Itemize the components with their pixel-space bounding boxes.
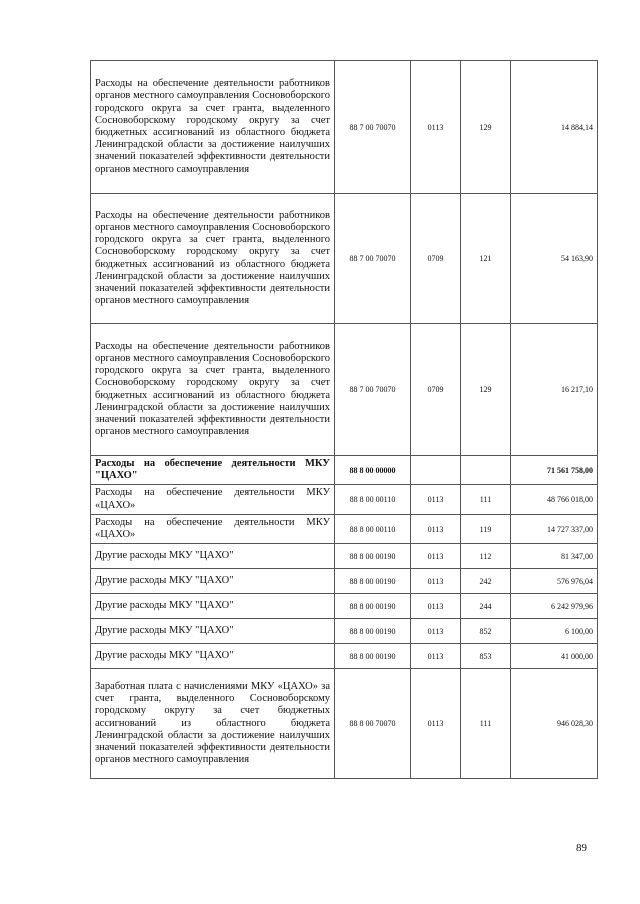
row-section-code: 0113 [411,644,461,669]
table-row [91,61,598,194]
row-description: Другие расходы МКУ "ЦАХО" [91,644,335,669]
row-amount: 946 028,30 [511,669,598,779]
row-expense-type: 119 [461,514,511,543]
row-expense-type: 242 [461,569,511,594]
row-expense-type: 853 [461,644,511,669]
row-amount: 576 976,04 [511,569,598,594]
row-description: Другие расходы МКУ "ЦАХО" [91,569,335,594]
row-description: Заработная плата с начислениями МКУ «ЦАХО» за счет гранта, выделенного Сосновоборскому городскому округу за счет бюджетных ассигнований из областного бюджета Ленинградской области за достижение наилучших значений показателей эффективности деятельности органов местного самоуправления [91,669,335,779]
row-section-code: 0113 [411,485,461,514]
row-target-code: 88 8 00 00110 [335,485,411,514]
table-row-subtotal [91,456,598,485]
row-section-code: 0113 [411,594,461,619]
row-target-code: 88 8 00 00190 [335,569,411,594]
row-expense-type: 111 [461,485,511,514]
row-description: Расходы на обеспечение деятельности МКУ «ЦАХО» [91,514,335,543]
row-section-code: 0113 [411,544,461,569]
row-description: Другие расходы МКУ "ЦАХО" [91,619,335,644]
row-amount: 16 217,10 [511,324,598,456]
row-section-code [411,456,461,485]
row-amount: 14 884,14 [511,61,598,194]
row-amount: 41 000,00 [511,644,598,669]
row-description: Другие расходы МКУ "ЦАХО" [91,544,335,569]
row-expense-type: 129 [461,61,511,194]
row-expense-type: 852 [461,619,511,644]
table-row [91,644,598,669]
table-row [91,324,598,456]
row-amount: 6 100,00 [511,619,598,644]
table-row [91,569,598,594]
table-row [91,594,598,619]
row-description: Расходы на обеспечение деятельности работников органов местного самоуправления Сосновоборского городского округа за счет гранта, выделенного Сосновоборскому городскому округу за счет бюджетных ассигнований из областного бюджета Ленинградской области за достижение наилучших значений показателей эффективности деятельности органов местного самоуправления [91,324,335,456]
table-row [91,669,598,779]
row-section-code: 0113 [411,669,461,779]
row-expense-type: 111 [461,669,511,779]
row-target-code: 88 7 00 70070 [335,324,411,456]
row-expense-type: 129 [461,324,511,456]
table-row [91,485,598,514]
row-description: Другие расходы МКУ "ЦАХО" [91,594,335,619]
row-amount: 54 163,90 [511,194,598,324]
page-number: 89 [576,842,587,854]
row-amount: 81 347,00 [511,544,598,569]
table-row [91,514,598,543]
row-section-code: 0709 [411,324,461,456]
row-target-code: 88 8 00 00190 [335,544,411,569]
row-section-code: 0113 [411,61,461,194]
row-target-code: 88 7 00 70070 [335,194,411,324]
row-amount: 71 561 758,00 [511,456,598,485]
row-description: Расходы на обеспечение деятельности работников органов местного самоуправления Сосновоборского городского округа за счет гранта, выделенного Сосновоборскому городскому округу за счет бюджетных ассигнований из областного бюджета Ленинградской области за достижение наилучших значений показателей эффективности деятельности органов местного самоуправления [91,61,335,194]
row-description: Расходы на обеспечение деятельности МКУ "ЦАХО" [91,456,335,485]
row-target-code: 88 8 00 70070 [335,669,411,779]
row-section-code: 0709 [411,194,461,324]
table-row [91,544,598,569]
row-target-code: 88 8 00 00190 [335,619,411,644]
row-target-code: 88 8 00 00000 [335,456,411,485]
budget-table [90,60,598,779]
row-expense-type [461,456,511,485]
row-description: Расходы на обеспечение деятельности работников органов местного самоуправления Сосновоборского городского округа за счет гранта, выделенного Сосновоборскому городскому округу за счет бюджетных ассигнований из областного бюджета Ленинградской области за достижение наилучших значений показателей эффективности деятельности органов местного самоуправления [91,194,335,324]
row-section-code: 0113 [411,619,461,644]
row-amount: 6 242 979,96 [511,594,598,619]
table-row [91,619,598,644]
row-target-code: 88 8 00 00110 [335,514,411,543]
table-row [91,194,598,324]
row-section-code: 0113 [411,514,461,543]
row-expense-type: 121 [461,194,511,324]
row-expense-type: 112 [461,544,511,569]
row-section-code: 0113 [411,569,461,594]
row-target-code: 88 8 00 00190 [335,644,411,669]
row-amount: 48 766 018,00 [511,485,598,514]
row-target-code: 88 8 00 00190 [335,594,411,619]
row-target-code: 88 7 00 70070 [335,61,411,194]
row-expense-type: 244 [461,594,511,619]
row-amount: 14 727 337,00 [511,514,598,543]
row-description: Расходы на обеспечение деятельности МКУ «ЦАХО» [91,485,335,514]
